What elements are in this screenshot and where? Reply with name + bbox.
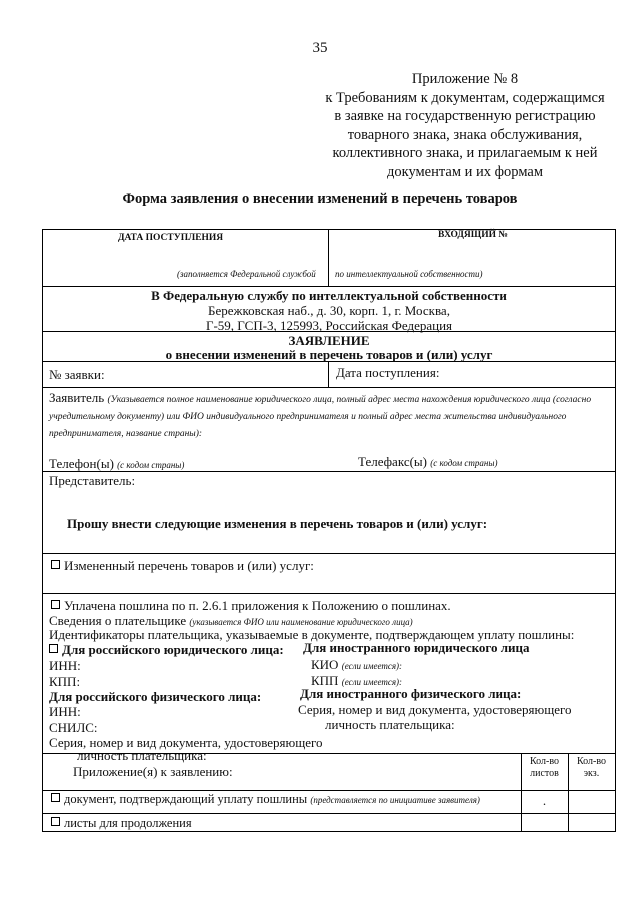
fee-paid-field — [51, 598, 451, 614]
foreign-doc-line: Серия, номер и вид документа, удостоверяющего — [298, 702, 572, 717]
sheets-count-header-line: Кол-во — [529, 756, 559, 767]
sheets-count-header — [521, 756, 568, 780]
fax-label: Телефакс(ы) — [358, 454, 427, 469]
kpp-foreign-label: КПП — [311, 673, 339, 688]
recipient-address-line: Бережковская наб., д. 30, корп. 1, г. Москва, — [208, 303, 450, 318]
sheets-count-header-line: листов — [530, 768, 559, 779]
kio-note: (если имеется): — [341, 661, 403, 671]
divider — [43, 286, 615, 287]
checkbox[interactable] — [51, 817, 60, 826]
application-number-label: № заявки: — [49, 367, 105, 382]
form-title: Форма заявления о внесении изменений в перечень товаров — [122, 191, 518, 207]
attachment-label: документ, подтверждающий уплату пошлины — [64, 792, 308, 806]
fax-note: (с кодом страны) — [430, 458, 498, 468]
attachment-row-continuation-sheets — [51, 816, 192, 831]
appendix-line: коллективного знака, и прилагаемым к ней — [332, 145, 598, 161]
divider — [43, 387, 615, 388]
kio-label: КИО — [311, 657, 339, 672]
inn-individual-label: ИНН: — [49, 704, 81, 719]
appendix-line: документам и их формам — [386, 163, 544, 180]
payer-identifiers-label: Идентификаторы плательщика, указываемые в документе, подтверждающем уплату пошлины: — [49, 627, 575, 642]
changed-list-field — [51, 558, 314, 574]
checkbox[interactable] — [51, 793, 60, 802]
divider — [43, 790, 615, 791]
checkbox[interactable] — [49, 644, 58, 653]
phone-note: (с кодом страны) — [117, 460, 185, 470]
recipient-name: В Федеральную службу по интеллектуальной собственности — [151, 288, 507, 303]
fax-field — [358, 454, 497, 470]
header-note-right: по интеллектуальной собственности) — [335, 269, 483, 279]
form-frame — [42, 229, 616, 832]
payer-info-label: Сведения о плательщике — [49, 613, 187, 628]
attachment-note: (представляется по инициативе заявителя) — [310, 795, 480, 805]
ru-legal-entity-heading — [49, 642, 284, 658]
foreign-legal-entity-heading: Для иностранного юридического лица — [303, 640, 530, 655]
ru-individual-heading: Для российского физического лица: — [49, 689, 262, 704]
applicant-block — [49, 390, 609, 441]
phone-label: Телефон(ы) — [49, 456, 114, 471]
inn-label: ИНН: — [49, 658, 81, 673]
receipt-date-label: Дата поступления: — [336, 365, 440, 380]
attachment-row-payment-doc — [51, 792, 480, 807]
appendix-line: в заявке на государственную регистрацию — [334, 108, 596, 124]
doc-series-line: личность плательщика: — [77, 748, 207, 763]
divider — [43, 593, 615, 594]
copies-count-header-line: Кол-во — [576, 756, 606, 767]
checkbox[interactable] — [51, 600, 60, 609]
payer-info-note: (указывается ФИО или наименование юридического лица) — [189, 617, 413, 627]
snils-label: СНИЛС: — [49, 720, 98, 735]
applicant-note: (Указывается полное наименование юридического лица, полный адрес места нахождения юридического лица (согласно учредительному документу) или ФИО индивидуального предпринимателя и полный адрес места жительства индивидуального предпринимателя, название страны): — [49, 395, 592, 439]
foreign-doc-line: личность плательщика: — [325, 717, 455, 732]
appendix-block — [300, 70, 630, 181]
copies-count-header — [568, 756, 615, 780]
statement-subtitle: о внесении изменений в перечень товаров и (или) услуг — [165, 347, 493, 362]
divider — [43, 813, 615, 814]
representative-label: Представитель: — [49, 473, 136, 488]
appendix-line: к Требованиям к документам, содержащимся — [325, 89, 605, 106]
kpp-foreign-note: (если имеется): — [341, 677, 403, 687]
foreign-individual-heading: Для иностранного физического лица: — [300, 686, 522, 701]
divider — [43, 553, 615, 554]
fee-paid-label: Уплачена пошлина по п. 2.6.1 приложения к Положению о пошлинах. — [64, 598, 451, 613]
doc-series-line: Серия, номер и вид документа, удостоверяющего — [49, 735, 323, 750]
recipient-address-line: Г-59, ГСП-3, 125993, Российская Федерация — [205, 318, 453, 333]
divider — [328, 230, 329, 286]
checkbox[interactable] — [51, 560, 60, 569]
phone-field — [49, 456, 184, 472]
changed-list-label: Измененный перечень товаров и (или) услуг: — [64, 558, 314, 573]
applicant-label: Заявитель — [49, 390, 105, 405]
appendix-title: Приложение № 8 — [411, 71, 519, 87]
attachment-label: листы для продолжения — [64, 816, 192, 830]
attachment-sheets-value: . — [542, 793, 547, 808]
statement-title: ЗАЯВЛЕНИЕ — [288, 333, 370, 348]
appendix-line: товарного знака, знака обслуживания, — [347, 126, 583, 143]
ru-legal-entity-label: Для российского юридического лица: — [62, 642, 284, 657]
kpp-label: КПП: — [49, 674, 81, 689]
incoming-number-header: ВХОДЯЩИЙ № — [438, 230, 508, 240]
copies-count-header-line: экз. — [583, 768, 600, 779]
page-number: 35 — [312, 40, 328, 56]
date-received-header: ДАТА ПОСТУПЛЕНИЯ — [118, 233, 224, 243]
kio-field — [311, 657, 402, 673]
divider — [328, 361, 329, 387]
attachments-label: Приложение(я) к заявлению: — [73, 764, 233, 779]
request-text: Прошу внести следующие изменения в перечень товаров и (или) услуг: — [67, 516, 488, 531]
header-note-left: (заполняется Федеральной службой — [177, 269, 316, 279]
